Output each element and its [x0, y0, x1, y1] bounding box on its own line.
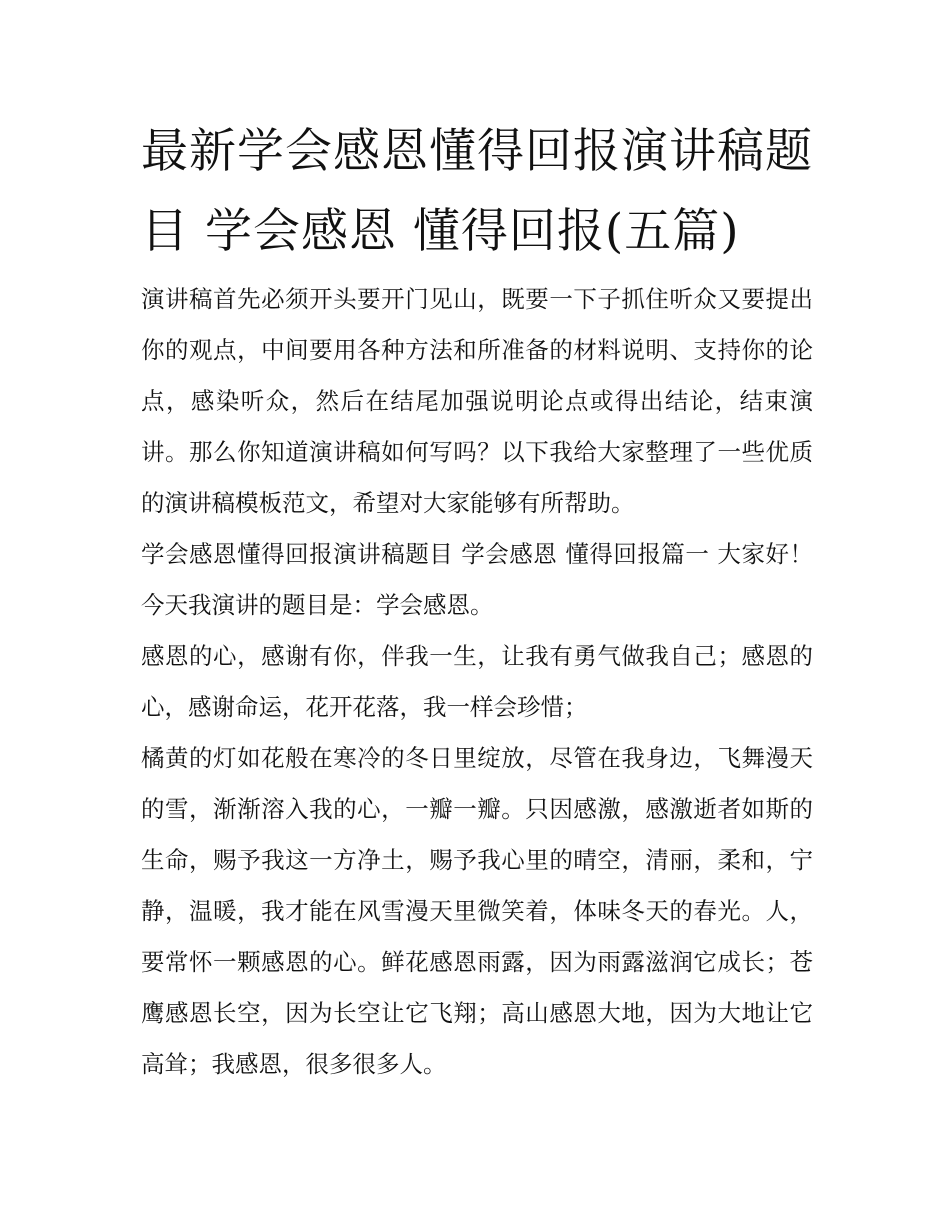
document-title: 最新学会感恩懂得回报演讲稿题目 学会感恩 懂得回报(五篇) — [141, 124, 813, 259]
paragraph-orange-lamp: 橘黄的灯如花般在寒冷的冬日里绽放，尽管在我身边，飞舞漫天的雪，渐渐溶入我的心，一瓣一瓣。只因感激，感激逝者如斯的生命，赐予我这一方净土，赐予我心里的晴空，清丽，柔和，宁静，温暖，我才能在风雪漫天里微笑着，体味冬天的春光。人，要常怀一颗感恩的心。鲜花感恩雨露，因为雨露滋润它成长；苍鹰感恩长空，因为长空让它飞翔；高山感恩大地，因为大地让它高耸；我感恩，很多很多人。 — [141, 744, 813, 1078]
document-content — [141, 112, 813, 1090]
paragraph-grateful-heart: 感恩的心，感谢有你，伴我一生，让我有勇气做我自己；感恩的心，感谢命运，花开花落，我一样会珍惜； — [141, 642, 813, 721]
paragraph-section-heading: 学会感恩懂得回报演讲稿题目 学会感恩 懂得回报篇一 大家好！ 今天我演讲的题目是：学会感恩。 — [141, 540, 813, 619]
paragraph-intro: 演讲稿首先必须开头要开门见山，既要一下子抓住听众又要提出你的观点，中间要用各种方法和所准备的材料说明、支持你的论点，感染听众，然后在结尾加强说明论点或得出结论，结束演讲。那么你知道演讲稿如何写吗？以下我给大家整理了一些优质的演讲稿模板范文，希望对大家能够有所帮助。 — [141, 285, 813, 517]
